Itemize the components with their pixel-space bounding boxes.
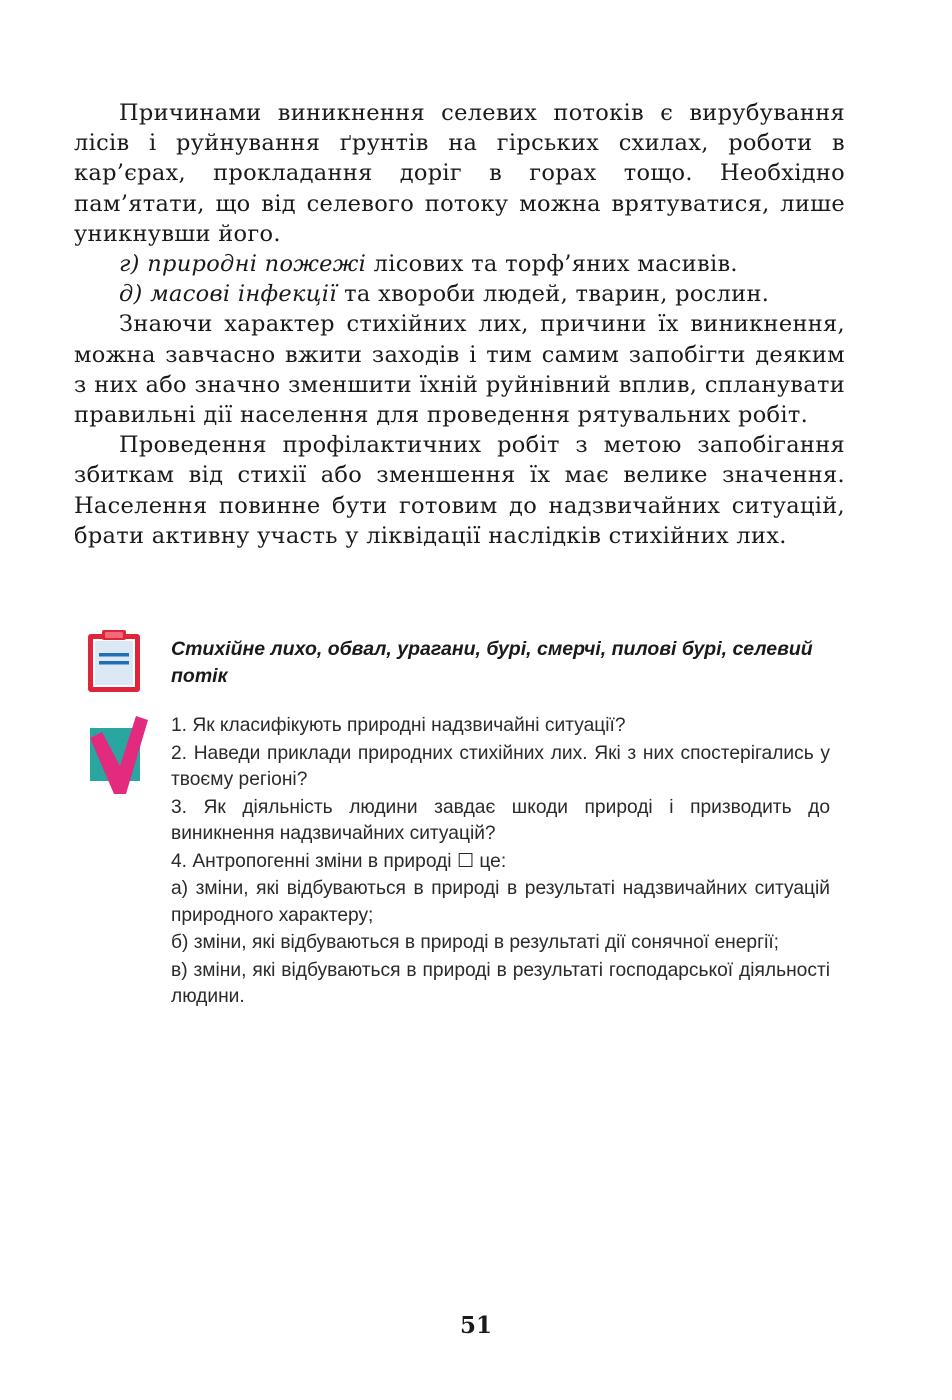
main-text bbox=[74, 98, 845, 551]
questions-list bbox=[171, 713, 830, 1011]
paragraph-prophylaxis: Проведення профілактичних робіт з метою запобігання збиткам від стихії або зменшення їх має велике значення. Населення повинне бути готовим до надзвичайних ситуацій, брати активну участь у ліквідації наслідків стихійних лих. bbox=[74, 432, 845, 549]
paragraph-sel-causes: Причинами виникнення селевих потоків є вирубування лісів і руйнування ґрунтів на гірських схилах, роботи в кар’єрах, прокладання доріг в горах тощо. Необхідно пам’ятати, що від селевого потоку можна врятуватися, лише уникнувши його. bbox=[74, 100, 845, 247]
question-item: 4. Антропогенні зміни в природі ☐ це: bbox=[171, 850, 507, 872]
clipboard-icon bbox=[86, 630, 142, 694]
paragraph-infections-text: та хвороби людей, тварин, рослин. bbox=[336, 281, 770, 308]
paragraph-fires-text: лісових та торф’яних масивів. bbox=[366, 251, 738, 278]
term-fires: г) природні пожежі bbox=[119, 251, 367, 278]
answer-option-c: в) зміни, які відбуваються в природі в результаті господарської діяльності людини. bbox=[171, 959, 830, 1007]
page-number: 51 bbox=[459, 1312, 492, 1339]
question-item: 2. Наведи приклади природних стихійних лих. Які з них спостерігались у твоєму регіоні? bbox=[171, 742, 830, 790]
keywords-text: Стихійне лихо, обвал, урагани, бурі, смерчі, пилові бурі, селевий потік bbox=[171, 638, 813, 687]
checkmark-icon bbox=[90, 716, 148, 794]
paragraph-prevention: Знаючи характер стихійних лих, причини їх виникнення, можна завчасно вжити заходів і тим самим запобігти деяким з них або значно зменшити їхній руйнівний вплив, спланувати правильні дії населення для проведення рятувальних робіт. bbox=[74, 311, 845, 429]
answer-option-a: а) зміни, які відбуваються в природі в результаті надзвичайних ситуацій природного характеру; bbox=[171, 878, 830, 926]
question-item: 1. Як класифікують природні надзвичайні ситуації? bbox=[171, 715, 626, 736]
term-infections: д) масові інфекції bbox=[119, 281, 337, 308]
answer-option-b: б) зміни, які відбуваються в природі в результаті дії сонячної енергії; bbox=[171, 932, 780, 953]
paragraph-infections bbox=[74, 279, 845, 309]
question-item: 3. Як діяльність людини завдає шкоди природі і призводить до виникнення надзвичайних ситуацій? bbox=[171, 796, 830, 844]
paragraph-fires bbox=[74, 249, 845, 279]
